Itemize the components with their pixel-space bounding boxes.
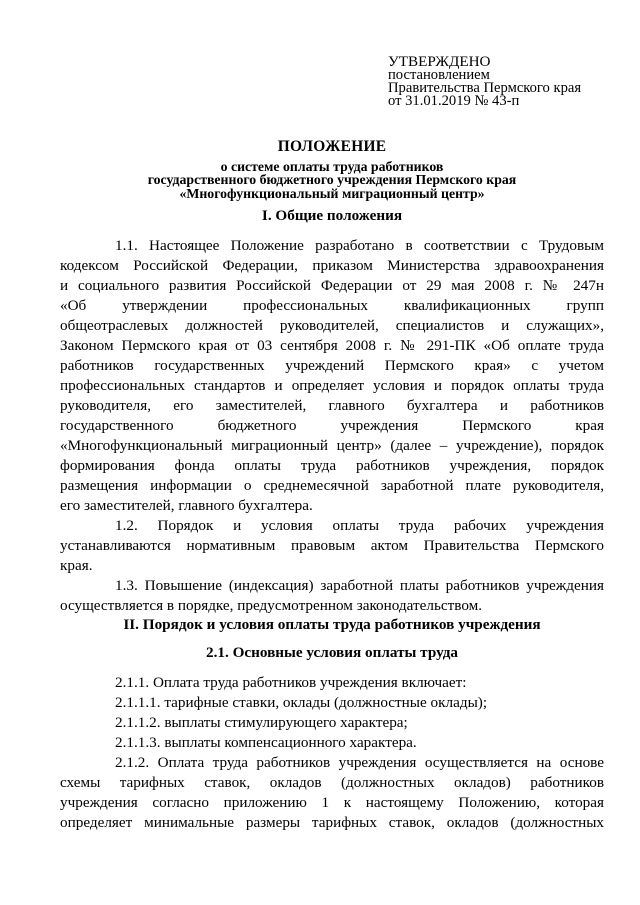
text-line: «Многофункциональный миграционный центр» (далее – учреждение), порядок (60, 437, 604, 454)
text-line: общеотраслевых должностей руководителей, специалистов и служащих», (60, 317, 604, 334)
title-line: о системе оплаты труда работников (220, 159, 444, 174)
text-line: схемы тарифных ставок, окладов (должностных окладов) работников (60, 774, 604, 791)
text-line: его заместителей, главного бухгалтера. (60, 497, 313, 514)
text-line: Законом Пермского края от 03 сентября 2008 г. № 291-ПК «Об оплате труда (60, 337, 604, 354)
text-line: осуществляется в порядке, предусмотренном законодательством. (60, 597, 483, 614)
approval-stamp (388, 55, 581, 108)
text-line: 1.1. Настоящее Положение разработано в соответствии с Трудовым (115, 237, 604, 254)
text-line: учреждения согласно приложению 1 к настоящему Положению, которая (60, 794, 604, 811)
text-line: края. (60, 557, 93, 574)
list-item: 2.1.1.3. выплаты компенсационного характера. (115, 734, 417, 751)
list-item: 2.1.1.2. выплаты стимулирующего характера; (115, 714, 408, 731)
text-line: и социального развития Российской Федерации от 29 мая 2008 г. № 247н (60, 277, 604, 294)
section-1-heading: I. Общие положения (261, 207, 403, 224)
section-2-body (60, 673, 604, 833)
text-line: государственного бюджетного учреждения Пермского края (60, 417, 604, 434)
text-line: формирования фонда оплаты труда работников учреждения, порядок (60, 457, 604, 474)
title-line: «Многофункциональный миграционный центр» (179, 185, 485, 201)
text-line: кодексом Российской Федерации, приказом Министерства здравоохранения (60, 257, 604, 274)
title-heading: ПОЛОЖЕНИЕ (277, 138, 387, 155)
section-2-subheading: 2.1. Основные условия оплаты труда (205, 644, 458, 661)
text-line: определяет минимальные размеры тарифных ставок, окладов (должностных (60, 814, 604, 831)
approval-heading: УТВЕРЖДЕНО (388, 53, 491, 70)
list-item: 2.1.1.1. тарифные ставки, оклады (должностные оклады); (115, 694, 488, 711)
text-line: 2.1.2. Оплата труда работников учреждения осуществляется на основе (115, 754, 604, 771)
text-line: размещения информации о среднемесячной заработной плате руководителя, (60, 477, 604, 494)
text-line: руководителя, его заместителей, главного бухгалтера и работников (60, 397, 604, 414)
section-1-body (60, 236, 604, 616)
section-2-heading: II. Порядок и условия оплаты труда работников учреждения (123, 616, 541, 633)
document-title (60, 138, 604, 200)
title-line: государственного бюджетного учреждения Пермского края (147, 172, 517, 188)
approval-date: от 31.01.2019 № 43-п (388, 93, 520, 109)
text-line: 1.3. Повышение (индексация) заработной платы работников учреждения (115, 577, 604, 594)
list-item: 2.1.1. Оплата труда работников учреждения включает: (115, 674, 467, 691)
text-line: работников государственных учреждений Пермского края» с учетом (60, 357, 604, 374)
text-line: устанавливаются нормативным правовым актом Правительства Пермского (60, 537, 604, 554)
text-line: 1.2. Порядок и условия оплаты труда рабочих учреждения (115, 517, 604, 534)
approval-line: постановлением (388, 67, 490, 83)
text-line: профессиональных стандартов и определяет условия и порядок оплаты труда (60, 377, 604, 394)
approval-line: Правительства Пермского края (388, 80, 582, 96)
text-line: «Об утверждении профессиональных квалификационных групп (60, 297, 604, 314)
